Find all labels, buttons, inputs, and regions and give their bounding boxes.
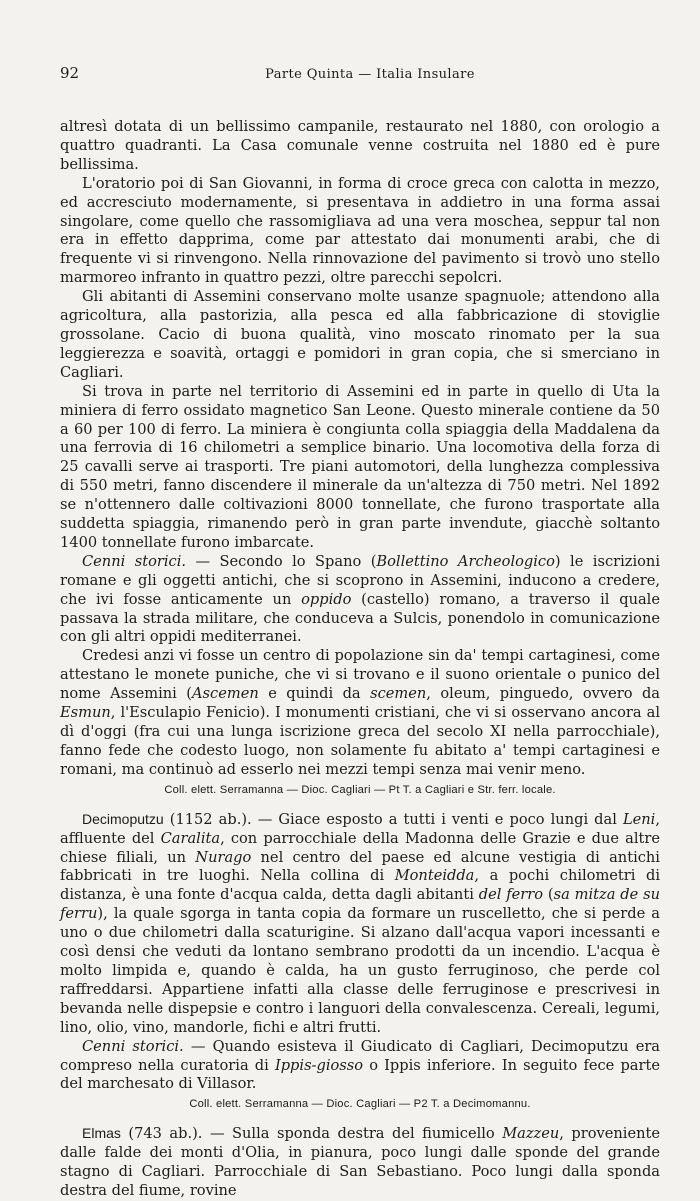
page-header [60,64,660,88]
paragraph: altresì dotata di un bellissimo campanile, restaurato nel 1880, con orologio a quattro quadranti. La Casa comunale venne costruita nel 1880 ed è pure bellissima. [60,118,660,173]
section-lead: Cenni storici. [82,552,186,570]
section-lead: Cenni storici. [82,1037,184,1055]
collegio-note: Coll. elett. Serramanna — Dioc. Cagliari — Pt T. a Cagliari e Str. ferr. locale. [164,783,556,796]
paragraph: L'oratorio poi di San Giovanni, in forma di croce greca con calotta in mezzo, ed accresciuto modernamente, si presentava in addietro in una forma assai singolare, come quello che rassomigliava ad una vera moschea, seppur tal non era in effetto dapprima, come par attestato dai monumenti arabi, che di frequente vi si rinvengono. Nella rinnovazione del pavimento si trovò uno stello marmoreo infranto in quattro pezzi, oltre parecchi sepolcri. [60,174,660,287]
entry-elmas: Elmas (743 ab.). — Sulla sponda destra del fiumicello Mazzeu, proveniente dalle falde dei monti d'Olia, in pianura, poco lungi dalle sponde del grande stagno di Cagliari. Parrocchiale di San Sebastiano. Poco lungi dalla sponda destra del fiume, rovine [60,1125,660,1200]
running-title: Parte Quinta — Italia Insulare [265,67,475,82]
paragraph-cenni-storici: Cenni storici. — Quando esisteva il Giudicato di Cagliari, Decimoputzu era compreso nella curatoria di Ippis-giosso o Ippis inferiore. In seguito fece parte del marchesato di Villasor. [60,1037,661,1093]
entry-heading: Elmas [82,1125,121,1142]
entry-decimoputzu: Decimoputzu (1152 ab.). — Giace esposto a tutti i venti e poco lungi dal Leni, affluente del Caralita, con parrocchiale della Madonna delle Grazie e due altre chiese filiali, un Nurago nel centro del paese ed alcune vestigia di antichi fabbricati in tre luoghi. Nella collina di Monteidda, a pochi chilometri di distanza, è una fonte d'acqua calda, detta dagli abitanti del ferro (sa mitza de su ferru), la quale sgorga in tanta copia da formare un ruscelletto, che si perde a uno o due chilometri dalla scaturigine. Si alzano dall'acqua vapori incessanti e così densi che veduti da lontano sembrano prodotti da un incendio. L'acqua è molto limpida e, quando è calda, ha un gusto ferruginoso, che perde col raffreddarsi. Appartiene infatti alla classe delle ferruginose e prescrivesi in bevanda nelle dispepsie e contro i languori della convalescenza. Cereali, legumi, lino, olio, vino, mandorle, fichi e altri frutti. [60,810,661,1036]
paragraph: Gli abitanti di Assemini conservano molte usanze spagnuole; attendono alla agricoltura, alla pastorizia, alla pesca ed alla fabbricazione di stoviglie grossolane. Cacio di buona qualità, vino moscato rinomato per la sua leggierezza e soavità, ortaggi e pomidori in gran copia, che si smerciano in Cagliari. [60,288,660,381]
paragraph: Credesi anzi vi fosse un centro di popolazione sin da' tempi cartaginesi, come attestano le monete puniche, che vi si trovano e il suono orientale o punico del nome Assemini (Ascemen e quindi da scemen, oleum, pinguedo, ovvero da Esmun, l'Esculapio Fenicio). I monumenti cristiani, che vi si osservano ancora al dì d'oggi (fra cui una lunga iscrizione greca del secolo XI nella parrocchiale), fanno fede che codesto luogo, non solamente fu abitato a' tempi cartaginesi e romani, ma continuò ad esserlo nei mezzi tempi senza mai venir meno. [60,647,661,778]
page-number: 92 [60,64,80,82]
entry-heading: Decimoputzu [82,810,164,827]
paragraph: Si trova in parte nel territorio di Assemini ed in parte in quello di Uta la miniera di ferro ossidato magnetico San Leone. Questo minerale contiene da 50 a 60 per 100 di ferro. La miniera è congiunta colla spiaggia della Maddalena da una ferrovia di 16 chilometri a semplice binario. Una locomotiva della forza di 25 cavalli serve ai trasporti. Tre piani automotori, della lunghezza complessiva di 550 metri, fanno discendere il minerale da un'altezza di 750 metri. Nel 1892 se n'ottennero dalle coltivazioni 8000 tonnellate, che furono trasportate alla suddetta spiaggia, rimanendo però in gran parte invendute, giacchè soltanto 1400 tonnellate furono imbarcate. [60,382,660,551]
paragraph-cenni-storici: Cenni storici. — Secondo lo Spano (Bollettino Archeologico) le iscrizioni romane e gli oggetti antichi, che si scoprono in Assemini, inducono a credere, che ivi fosse anticamente un oppido (castello) romano, a traverso il quale passava la strada militare, che conduceva a Sulcis, ponendolo in comunicazione con gli altri oppidi mediterranei. [60,552,660,646]
collegio-note: Coll. elett. Serramanna — Dioc. Cagliari — P2 T. a Decimomannu. [189,1098,531,1111]
